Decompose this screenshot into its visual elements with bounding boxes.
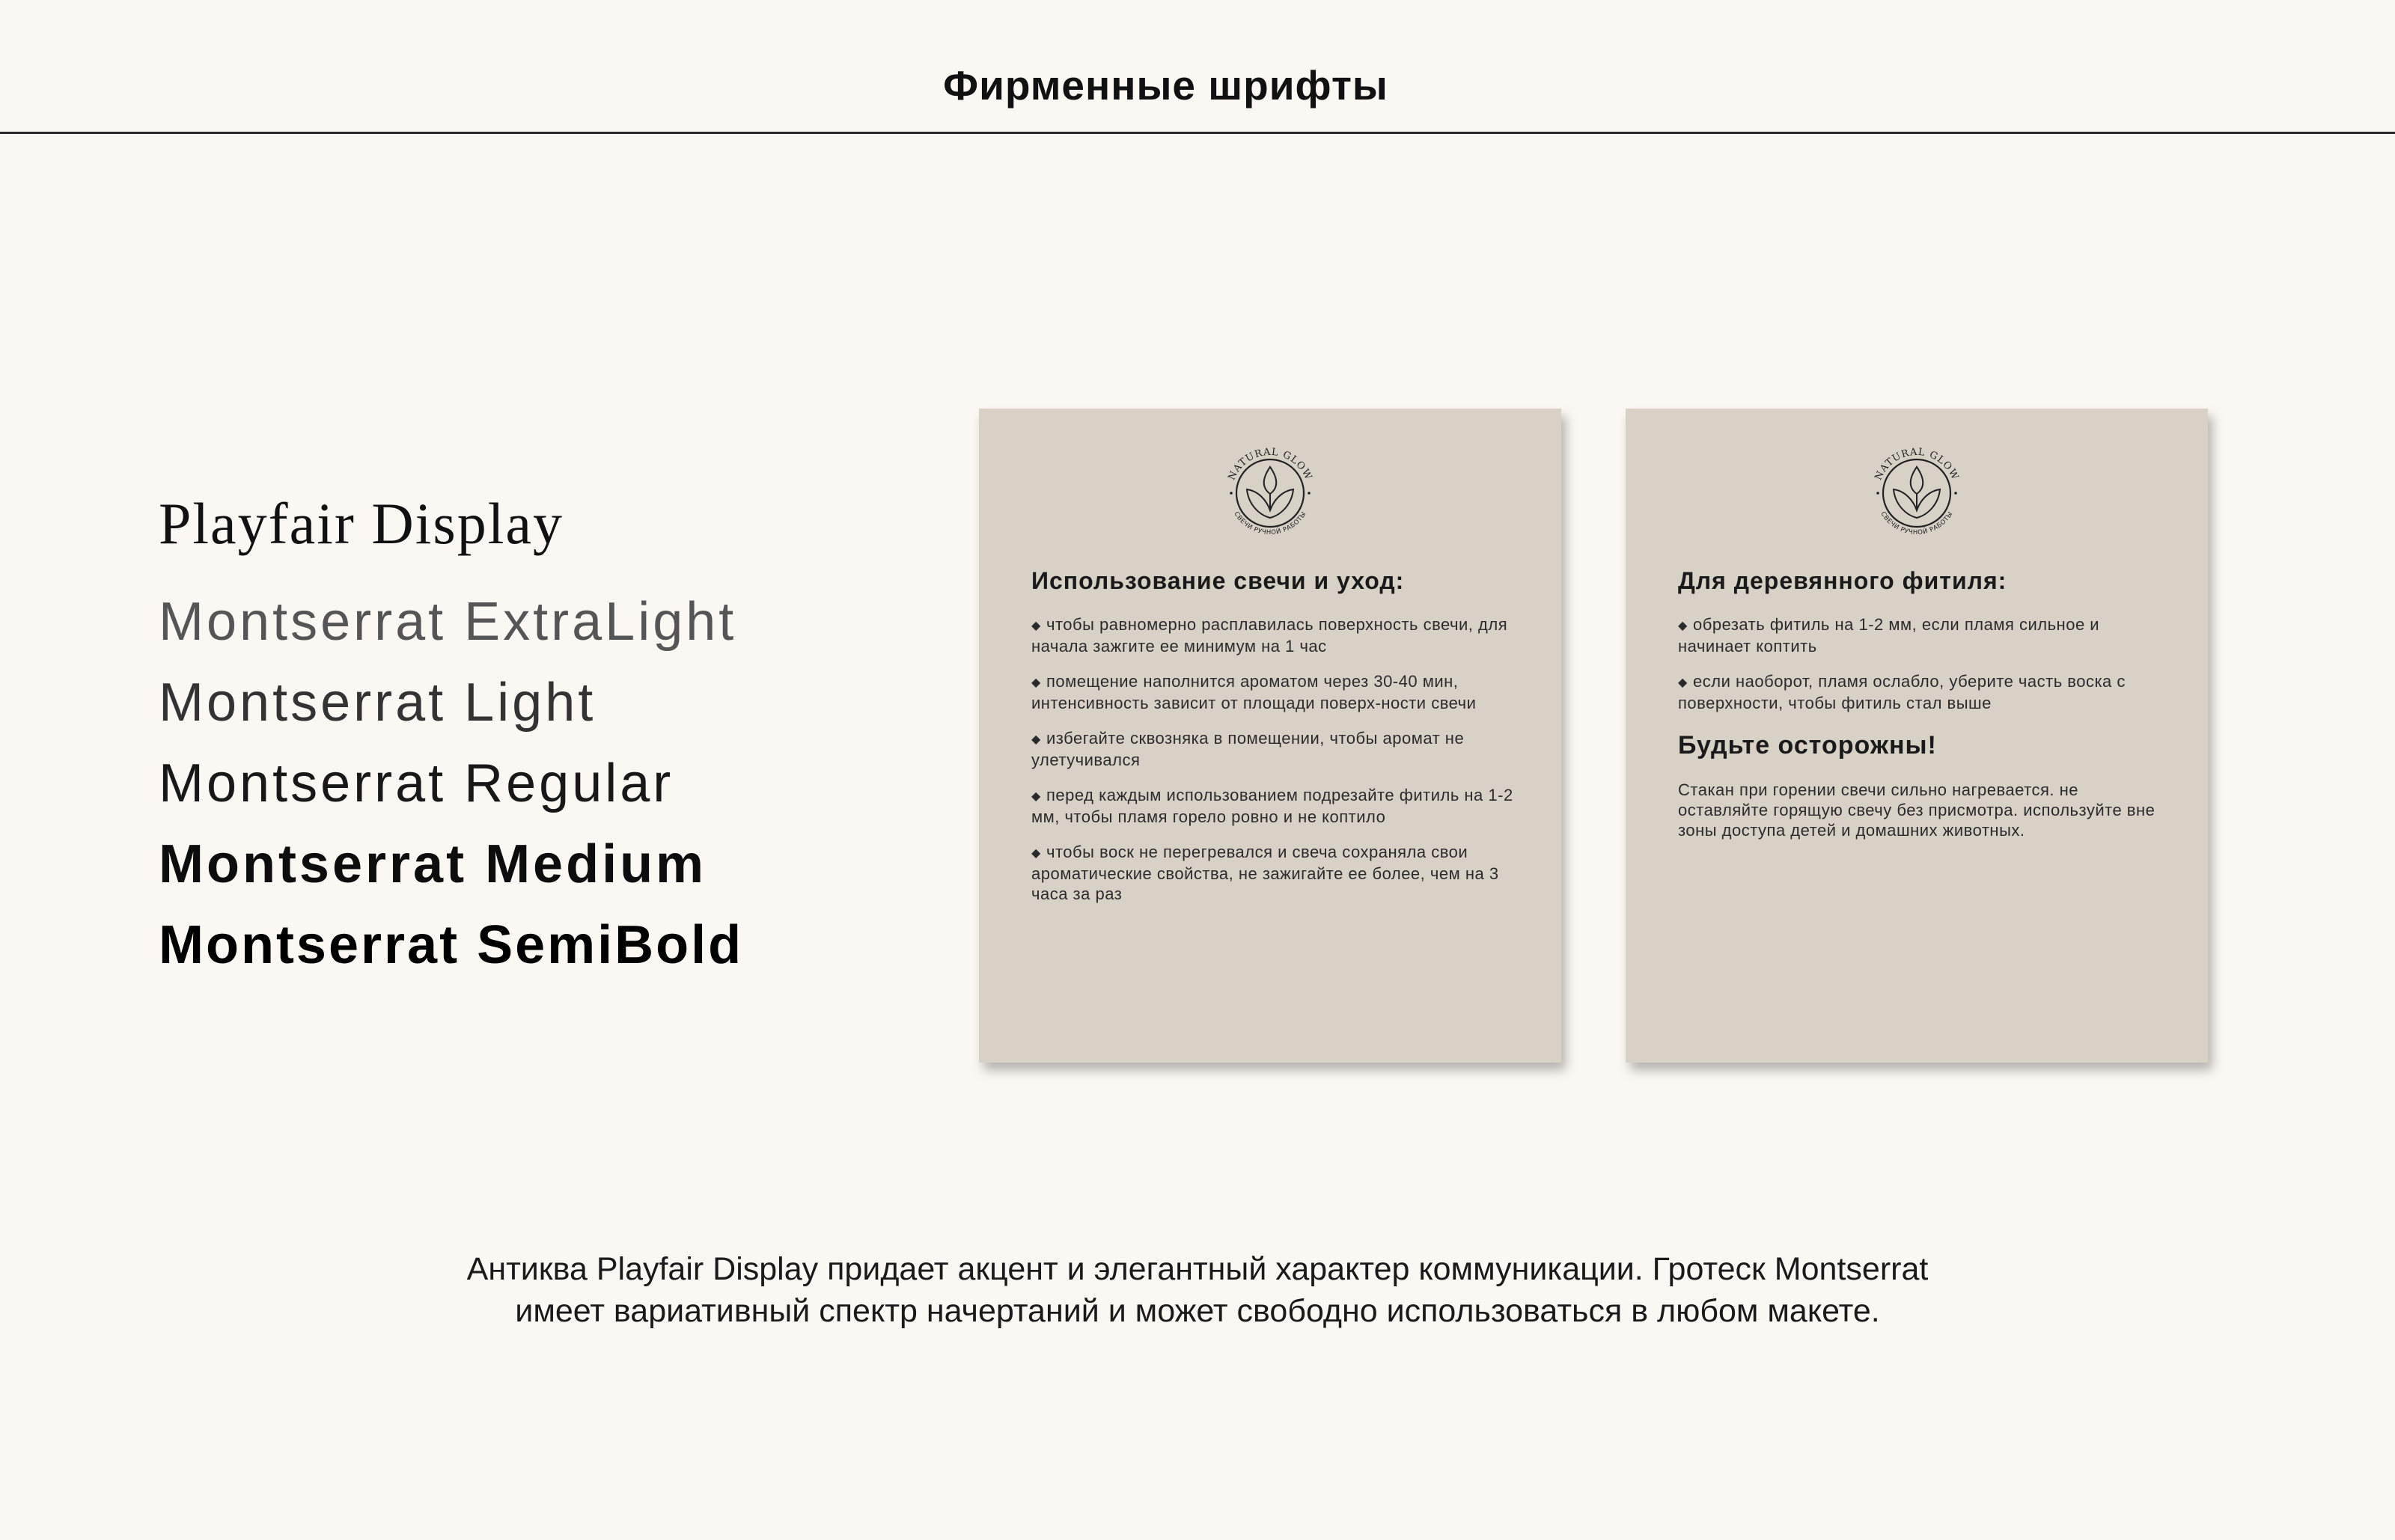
- card-heading: Для деревянного фитиля:: [1678, 567, 2007, 594]
- card-heading: Использование свечи и уход:: [1031, 567, 1405, 594]
- list-item: ◆ чтобы воск не перегревался и свеча сохраняла свои ароматические свойства, не зажигайте ее более, чем на 3 часа за раз: [1031, 843, 1499, 903]
- diamond-bullet-icon: ◆: [1031, 733, 1041, 746]
- page-title: Фирменные шрифты: [943, 62, 1388, 109]
- natural-glow-logo: [1864, 440, 1970, 546]
- diamond-bullet-icon: ◆: [1678, 676, 1688, 689]
- natural-glow-logo-icon: [1217, 440, 1323, 546]
- svg-text:СВЕЧИ РУЧНОЙ РАБОТЫ: СВЕЧИ РУЧНОЙ РАБОТЫ: [1232, 510, 1308, 537]
- care-card-usage: [979, 409, 1561, 1063]
- diamond-bullet-icon: ◆: [1031, 676, 1041, 689]
- care-card-wick: [1626, 409, 2208, 1063]
- font-description-line-2: имеет вариативный спектр начертаний и может свободно использоваться в любом макете.: [515, 1293, 1880, 1329]
- svg-text:NATURAL GLOW: NATURAL GLOW: [1873, 446, 1961, 483]
- list-item: ◆ обрезать фитиль на 1-2 мм, если пламя сильное и начинает коптить: [1678, 615, 2100, 656]
- svg-text:СВЕЧИ РУЧНОЙ РАБОТЫ: СВЕЧИ РУЧНОЙ РАБОТЫ: [1879, 510, 1955, 537]
- card-list: [1678, 614, 2164, 713]
- header-divider: [0, 132, 2395, 134]
- diamond-bullet-icon: ◆: [1031, 847, 1041, 860]
- diamond-bullet-icon: ◆: [1031, 620, 1041, 632]
- font-description-line-1: Антиква Playfair Display придает акцент и элегантный характер коммуникации. Гротеск Montserrat: [466, 1251, 1929, 1287]
- diamond-bullet-icon: ◆: [1678, 620, 1688, 632]
- list-item: ◆ избегайте сквозняка в помещении, чтобы аромат не улетучивался: [1031, 729, 1465, 769]
- font-description: [0, 1248, 2395, 1332]
- diamond-bullet-icon: ◆: [1031, 790, 1041, 803]
- font-sample-montserrat-semibold: Montserrat SemiBold: [159, 915, 744, 975]
- font-sample-montserrat-regular: Montserrat Regular: [159, 754, 674, 813]
- natural-glow-logo-icon: [1864, 440, 1970, 546]
- list-item: ◆ перед каждым использованием подрезайте фитиль на 1-2 мм, чтобы пламя горело ровно и не коптило: [1031, 786, 1513, 826]
- warning-paragraph: Стакан при горении свечи сильно нагревается. не оставляйте горящую свечу без присмотра. используйте вне зоны доступа детей и домашних животных.: [1678, 780, 2156, 840]
- svg-text:NATURAL GLOW: NATURAL GLOW: [1226, 446, 1314, 483]
- list-item: ◆ если наоборот, пламя ослабло, уберите часть воска с поверхности, чтобы фитиль стал выше: [1678, 672, 2126, 712]
- font-sample-playfair-display: Playfair Display: [159, 491, 564, 556]
- font-sample-montserrat-medium: Montserrat Medium: [159, 834, 707, 894]
- card-list: [1031, 614, 1518, 904]
- list-item: ◆ чтобы равномерно расплавилась поверхность свечи, для начала зажгите ее минимум на 1 час: [1031, 615, 1508, 656]
- list-item: ◆ помещение наполнится ароматом через 30-40 мин, интенсивность зависит от площади поверх-ности свечи: [1031, 672, 1477, 712]
- natural-glow-logo: [1217, 440, 1323, 546]
- warning-heading: Будьте осторожны!: [1678, 731, 1937, 760]
- font-sample-montserrat-light: Montserrat Light: [159, 673, 597, 733]
- font-sample-montserrat-extralight: Montserrat ExtraLight: [159, 592, 737, 652]
